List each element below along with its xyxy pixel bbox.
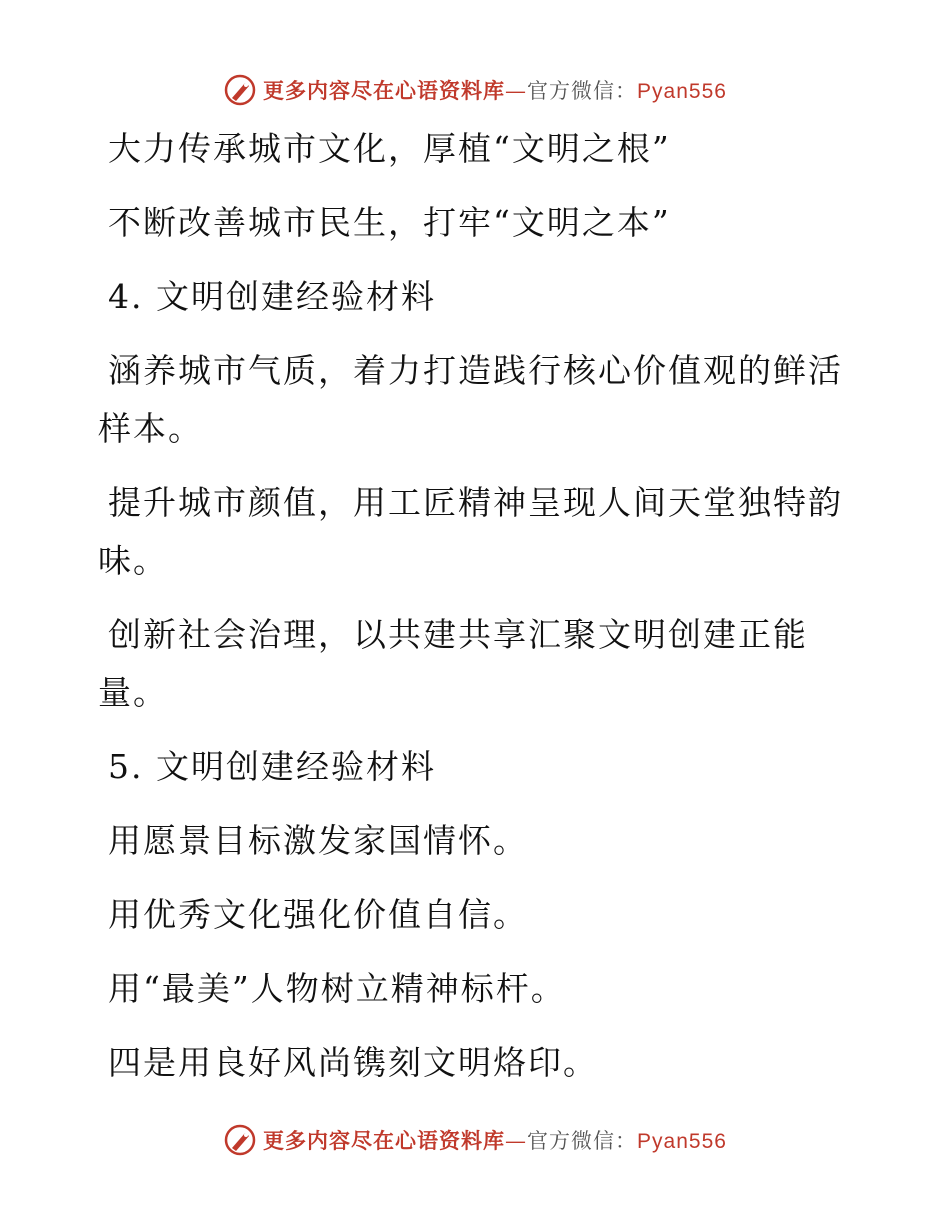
watermark-wechat-id: Pyan556	[637, 1130, 727, 1153]
watermark-dash: —	[505, 1129, 528, 1153]
paragraph: 创新社会治理，以共建共享汇聚文明创建正能量。	[98, 615, 808, 712]
watermark-dash: —	[505, 79, 528, 103]
watermark-brand: 更多内容尽在心语资料库	[263, 78, 506, 103]
section-heading: 4. 文明创建经验材料	[108, 277, 436, 316]
footer-watermark	[0, 1120, 950, 1160]
paragraph: 用优秀文化强化价值自信。	[108, 895, 528, 934]
pen-logo-icon	[223, 1123, 257, 1157]
paragraph: 提升城市颜值，用工匠精神呈现人间天堂独特韵味。	[98, 483, 843, 580]
paragraph: 用“最美”人物树立精神标杆。	[108, 969, 566, 1008]
header-watermark	[0, 70, 950, 110]
paragraph: 不断改善城市民生，打牢“文明之本”	[108, 203, 671, 242]
section-heading: 5. 文明创建经验材料	[108, 747, 436, 786]
watermark-wechat-label: 官方微信：	[527, 79, 638, 103]
document-body	[98, 120, 858, 1108]
watermark-brand: 更多内容尽在心语资料库	[263, 1128, 506, 1153]
paragraph: 用愿景目标激发家国情怀。	[108, 821, 528, 860]
watermark-wechat-label: 官方微信：	[527, 1129, 638, 1153]
paragraph: 四是用良好风尚镌刻文明烙印。	[108, 1043, 598, 1082]
paragraph: 大力传承城市文化，厚植“文明之根”	[108, 129, 671, 168]
watermark-wechat-id: Pyan556	[637, 80, 727, 103]
paragraph: 涵养城市气质，着力打造践行核心价值观的鲜活样本。	[98, 351, 843, 448]
pen-logo-icon	[223, 73, 257, 107]
